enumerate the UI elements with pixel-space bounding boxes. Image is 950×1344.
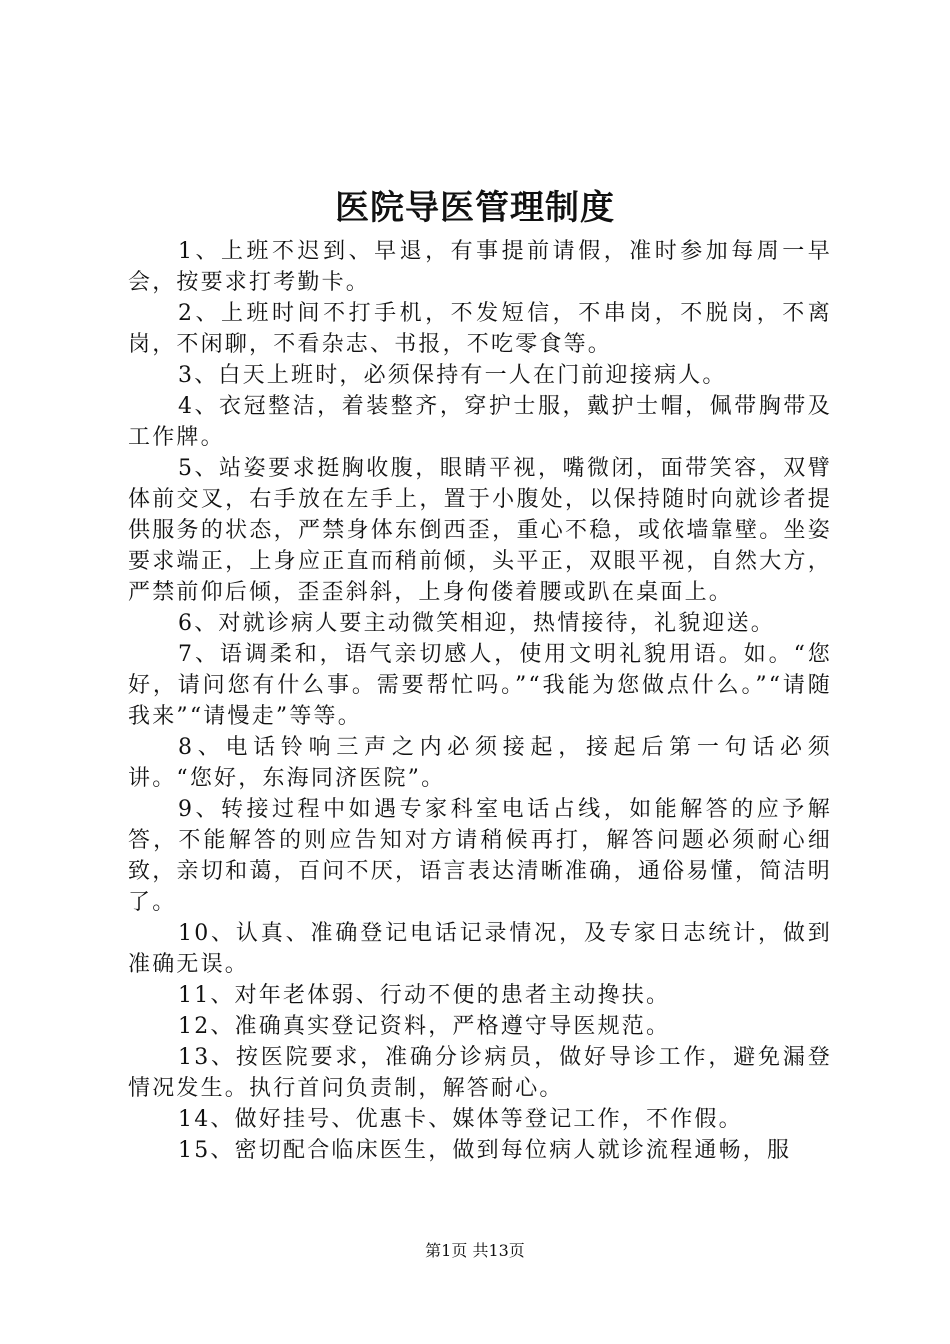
rule-paragraph-1: 1、上班不迟到、早退，有事提前请假，准时参加每周一早会，按要求打考勤卡。 — [128, 239, 832, 295]
rule-paragraph-10: 10、认真、准确登记电话记录情况，及专家日志统计，做到准确无误。 — [128, 921, 832, 977]
rule-paragraph-5: 5、站姿要求挺胸收腹，眼睛平视，嘴微闭，面带笑容，双臂体前交叉，右手放在左手上，置于小腹处，以保持随时向就诊者提供服务的状态，严禁身体东倒西歪，重心不稳，或依墙靠壁。坐姿要求端正，上身应正直而稍前倾，头平正，双眼平视，自然大方，严禁前仰后倾，歪歪斜斜，上身佝偻着腰或趴在桌面上。 — [128, 456, 832, 605]
page-number-footer: 第1页 共13页 — [425, 1241, 525, 1260]
rule-paragraph-3: 3、白天上班时，必须保持有一人在门前迎接病人。 — [178, 363, 727, 388]
rule-paragraph-2: 2、上班时间不打手机，不发短信，不串岗，不脱岗，不离岗，不闲聊，不看杂志、书报，不吃零食等。 — [128, 301, 832, 357]
rule-paragraph-14: 14、做好挂号、优惠卡、媒体等登记工作，不作假。 — [178, 1107, 743, 1132]
rule-paragraph-7: 7、语调柔和，语气亲切感人，使用文明礼貌用语。如。“您好，请问您有什么事。需要帮忙吗。”“我能为您做点什么。”“请随我来”“请慢走”等等。 — [128, 642, 832, 729]
rule-paragraph-11: 11、对年老体弱、行动不便的患者主动搀扶。 — [178, 983, 671, 1008]
rule-paragraph-9: 9、转接过程中如遇专家科室电话占线，如能解答的应予解答，不能解答的则应告知对方请稍候再打，解答问题必须耐心细致，亲切和蔼，百问不厌，语言表达清晰准确，通俗易懂，简洁明了。 — [128, 797, 832, 915]
rule-paragraph-8: 8、电话铃响三声之内必须接起，接起后第一句话必须讲。“您好，东海同济医院”。 — [128, 735, 832, 791]
rule-paragraph-6: 6、对就诊病人要主动微笑相迎，热情接待，礼貌迎送。 — [178, 611, 775, 636]
document-body — [128, 236, 832, 1166]
rule-paragraph-4: 4、衣冠整洁，着装整齐，穿护士服，戴护士帽，佩带胸带及工作牌。 — [128, 394, 832, 450]
document-title: 医院导医管理制度 — [335, 188, 615, 228]
rule-paragraph-12: 12、准确真实登记资料，严格遵守导医规范。 — [178, 1014, 671, 1039]
rule-paragraph-15: 15、密切配合临床医生，做到每位病人就诊流程通畅，服 — [178, 1138, 792, 1163]
rule-paragraph-13: 13、按医院要求，准确分诊病员，做好导诊工作，避免漏登情况发生。执行首问负责制，解答耐心。 — [128, 1045, 832, 1101]
